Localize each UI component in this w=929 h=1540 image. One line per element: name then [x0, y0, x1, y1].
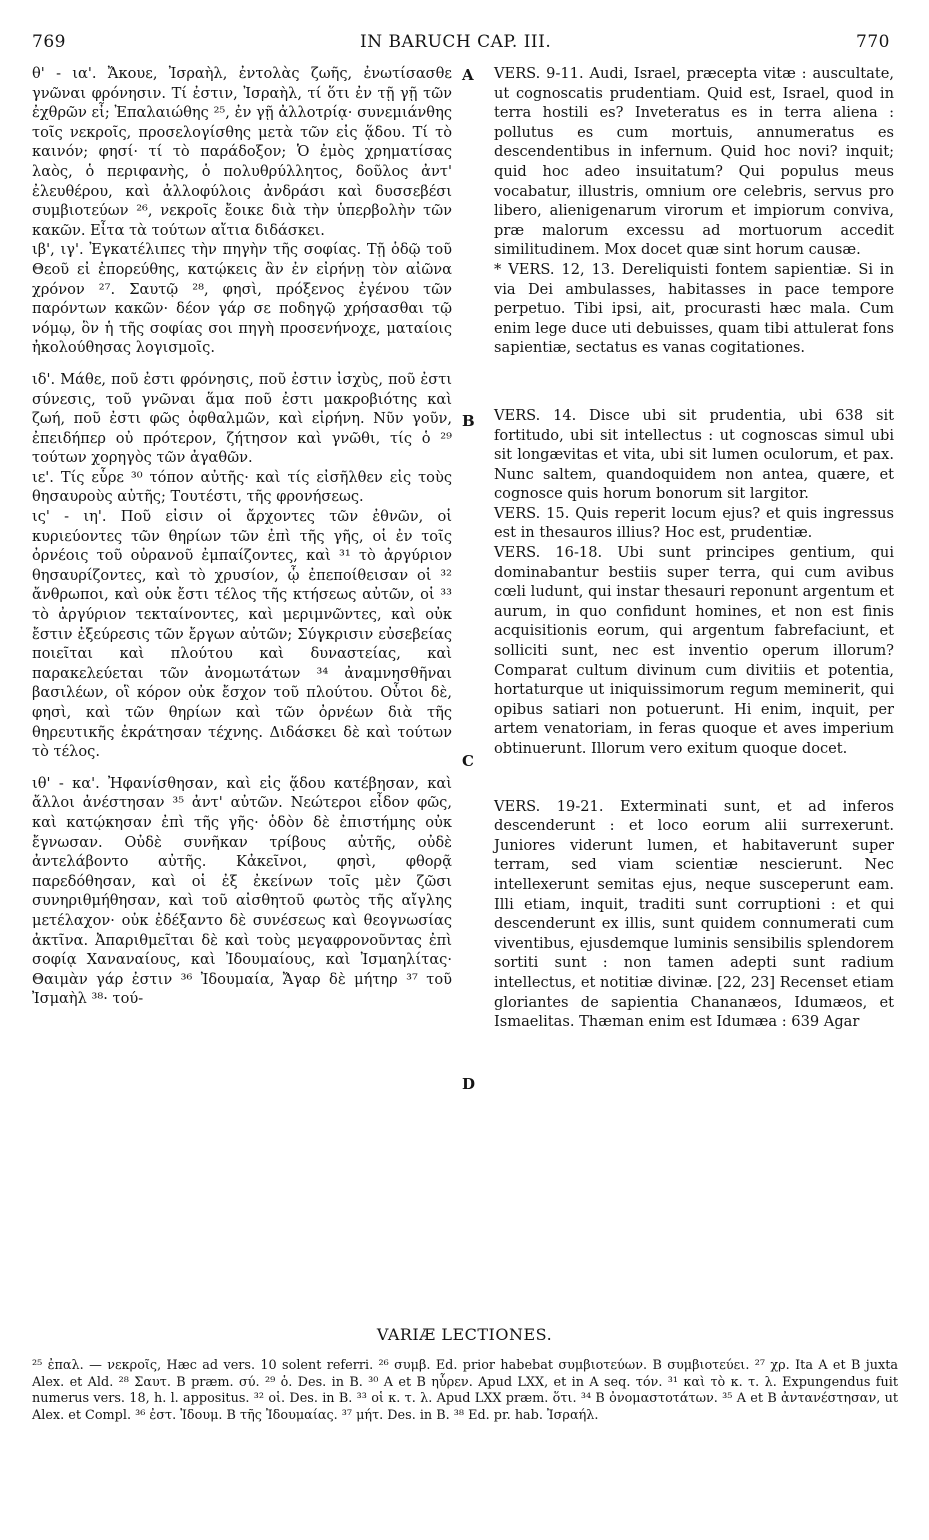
greek-paragraph-9-11: θ' - ια'. Ἄκουε, Ἰσραὴλ, ἐντολὰς ζωῆς, ἐνωτίσασθε γνῶναι φρόνησιν. Τί ἐστιν, Ἰσραὴλ, τί ὅτι ἐν τῇ γῇ τῶν ἐχθρῶν εἶ; Ἐπαλαιώθης ²⁵, ἐν γῇ ἀλλοτρίᾳ· συνεμιάνθης τοῖς νεκροῖς, προσελογίσθης μετὰ τῶν εἰς ᾅδου. Τί τὸ καινόν; φησί· τί τὸ παράδοξον; Ὁ ἐμὸς χρηματίσας λαὸς, ὁ περιφανὴς, ὁ πολυθρύλλητος, δοῦλος ἀντ' ἐλευθέρου, καὶ ἀλλοφύλοις ἀνδράσι καὶ δυσσεβέσι συμβιοτεύων ²⁶, νεκροῖς ἔοικε διὰ τὴν ὑπερβολὴν τῶν κακῶν. Εἶτα τὰ τούτων αἴτια διδάσκει. — [32, 65, 452, 239]
latin-column — [494, 64, 894, 1032]
latin-paragraph-15: VERS. 15. Quis reperit locum ejus? et quis ingressus est in thesauros illius? Hoc est, prudentiæ. — [494, 504, 894, 542]
greek-paragraph-19-21: ιθ' - κα'. Ἠφανίσθησαν, καὶ εἰς ᾅδου κατέβησαν, καὶ ἄλλοι ἀνέστησαν ³⁵ ἀντ' αὐτῶν. Νεώτεροι εἶδον φῶς, καὶ κατῴκησαν ἐπὶ τῆς γῆς· ὁδὸν δὲ ἐπιστήμης οὐκ ἔγνωσαν. Οὐδὲ συνῆκαν τρίβους αὐτῆς, οὐδὲ ἀντελάβοντο αὐτῆς. Κἀκεῖνοι, φησὶ, φθορᾷ παρεδόθησαν, καὶ οἱ ἐξ ἐκείνων τοῖς μὲν ζῶσι συνηριθμήθησαν, καὶ τοῦ αἰσθητοῦ φωτὸς τῆς αἴγλης μετέλαχον· οὐκ ἐδέξαντο δὲ συνέσεως καὶ θεογνωσίας ἀκτῖνα. Ἀπαριθμεῖται δὲ καὶ τοὺς μεγαφρονοῦντας ἐπὶ σοφίᾳ Χαναναίους, καὶ Ἰδουμαίους, καὶ Ἰσμαηλίτας· Θαιμὰν γάρ ἐστιν ³⁶ Ἰδουμαία, Ἄγαρ δὲ μήτηρ ³⁷ τοῦ Ἰσμαὴλ ³⁸· τού- — [32, 774, 452, 1008]
latin-paragraph-9-11: VERS. 9-11. Audi, Israel, præcepta vitæ : auscultate, ut cognoscatis prudentiam. Quid est, Israel, quod in terra hostili es? Inveteratus es in terra aliena : pollutus es cum mortuis, annumeratus es descendentibus in infernum. Quid hoc novi? inquit; quid hoc adeo insuitatum? Qui populus meus vocabatur, illustris, omnium ore celebris, servus pro libero, alienigenarum virorum et impiorum conviva, præ malorum excessu ad mortuorum accedit similitudinem. Mox docet quæ sint horum causæ. — [494, 65, 894, 259]
margin-marker-c: C — [462, 752, 474, 770]
margin-marker-b: B — [462, 412, 475, 430]
margin-marker-d: D — [462, 1075, 476, 1093]
latin-paragraph-16-18: VERS. 16-18. Ubi sunt principes gentium, qui dominabantur bestiis super terra, qui cum avibus cœli ludunt, qui instar thesauri reponunt argentum et aurum, in quo confidunt homines, et non est finis acquisitionis eorum, qui argentum fabrefaciunt, et solliciti sunt, nec est inventio operum illorum? Comparat cultum divinum cum divitiis et potentia, hortaturque ut iniquissimorum regum meminerit, qui opibus satiari non potuerunt. Hi enim, inquit, per artem venatoriam, in feras quoque et aves imperium obtinuerunt. Illorum vero exitum quoque docet. — [494, 544, 894, 757]
latin-paragraph-14: VERS. 14. Disce ubi sit prudentia, ubi 638 sit fortitudo, ubi sit intellectus : ut cognoscas simul ubi sit longævitas et vita, ubi sit lumen oculorum, et pax. Nunc saltem, quandoquidem non antea, quære, et cognosce quis horum bonorum sit largitor. — [494, 406, 894, 503]
greek-paragraph-14: ιδ'. Μάθε, ποῦ ἐστι φρόνησις, ποῦ ἐστιν ἰσχὺς, ποῦ ἐστι σύνεσις, τοῦ γνῶναι ἅμα ποῦ ἐστι μακροβιότης καὶ ζωή, ποῦ ἐστι φῶς ὀφθαλμῶν, καὶ εἰρήνη. Νῦν γοῦν, ἐπειδήπερ οὐ πρότερον, ζήτησον καὶ γνῶθι, τίς ὁ ²⁹ τούτων χορηγὸς τῶν ἀγαθῶν. — [32, 370, 452, 467]
page-number-left: 769 — [32, 32, 66, 52]
variae-lectiones-heading: VARIÆ LECTIONES. — [376, 1325, 553, 1344]
page-title: IN BARUCH CAP. III. — [360, 32, 552, 52]
greek-paragraph-16-18: ις' - ιη'. Ποῦ εἰσιν οἱ ἄρχοντες τῶν ἐθνῶν, οἱ κυριεύοντες τῶν θηρίων τῶν ἐπὶ τῆς γῆς, οἱ ἐν τοῖς ὀρνέοις τοῦ οὐρανοῦ ἐμπαίζοντες, καὶ ³¹ τὸ ἀργύριον θησαυρίζοντες, καὶ τὸ χρυσίον, ᾧ ἐπεποίθεισαν οἱ ³² ἄνθρωποι, καὶ οὐκ ἔστι τέλος τῆς κτήσεως αὐτῶν, οἱ ³³ τὸ ἀργύριον τεκταίνοντες, καὶ μεριμνῶντες, καὶ οὐκ ἔστιν ἐξεύρεσις τῶν ἔργων αὐτῶν; Σύγκρισιν εὐσεβείας ποιεῖται καὶ πλούτου καὶ δυναστείας, καὶ παρακελεύεται τῶν ἀνομωτάτων ³⁴ ἀναμνησθῆναι βασιλέων, οἳ κόρον οὐκ ἔσχον τοῦ πλούτου. Οὗτοι δὲ, φησὶ, καὶ τῶν θηρίων καὶ τῶν ὀρνέων διὰ τῆς θηρευτικῆς ἐκράτησαν τέχνης. Διδάσκει δὲ καὶ τούτων τὸ τέλος. — [32, 508, 452, 761]
greek-paragraph-12-13: ιβ', ιγ'. Ἐγκατέλιπες τὴν πηγὴν τῆς σοφίας. Τῇ ὁδῷ τοῦ Θεοῦ εἰ ἐπορεύθης, κατῴκεις ἂν ἐν εἰρήνῃ τὸν αἰῶνα χρόνον ²⁷. Σαυτῷ ²⁸, φησὶ, πρόξενος ἐγένου τῶν παρόντων κακῶν· δέον γάρ σε ποδηγῷ χρήσασθαι τῷ νόμῳ, ὃν ἡ τῆς σοφίας σοι πηγὴ προσενήνοχε, ματαίοις ἠκολούθησας λογισμοῖς. — [32, 241, 452, 357]
margin-marker-a: A — [462, 66, 474, 84]
greek-paragraph-15: ιε'. Τίς εὗρε ³⁰ τόπον αὐτῆς· καὶ τίς εἰσῆλθεν εἰς τοὺς θησαυροὺς αὐτῆς; Τουτέστι, τῆς φρονήσεως. — [32, 468, 452, 506]
greek-column — [32, 64, 452, 1009]
latin-paragraph-12-13: * VERS. 12, 13. Dereliquisti fontem sapientiæ. Si in via Dei ambulasses, habitasses in pace tempore perpetuo. Tibi ipsi, ait, procurasti hæc mala. Cum enim lege duce uti debuisses, quam tibi attulerat fons sapientiæ, sectatus es vanas cogitationes. — [494, 260, 894, 357]
page-number-right: 770 — [856, 32, 890, 52]
latin-paragraph-19-21: VERS. 19-21. Exterminati sunt, et ad inferos descenderunt : et loco eorum alii surrexerunt. Juniores viderunt lumen, et habitaverunt super terram, sed viam scientiæ nescierunt. Nec intellexerunt semitas ejus, neque susceperunt eam. Illi etiam, inquit, traditi sunt corruptioni : et qui descenderunt ex illis, sunt quidem connumerati cum viventibus, ejusdemque luminis sensibilis splendorem sortiti sunt : non tamen adepti sunt radium intellectus, et notitiæ divinæ. [22, 23] Recenset etiam gloriantes de sapientia Chananæos, Idumæos, et Ismaelitas. Thæman enim est Idumæa : 639 Agar — [494, 797, 894, 1031]
variant-readings-notes: ²⁵ ἐπαλ. — νεκροῖς, Hæc ad vers. 10 solent referri. ²⁶ συμβ. Ed. prior habebat συμβιοτεύων. B συμβιοτεύει. ²⁷ χρ. Ita A et B juxta Alex. et Ald. ²⁸ Σαυτ. B præm. σύ. ²⁹ ὁ. Des. in B. ³⁰ A et B ηὗρεν. Apud LXX, et in A seq. τόν. ³¹ καὶ τὸ κ. τ. λ. Expungendus fuit numerus vers. 18, h. l. appositus. ³² οἱ. Des. in B. ³³ οἱ κ. τ. λ. Apud LXX præm. ὅτι. ³⁴ B ὀνομαστοτάτων. ³⁵ A et B ἀντανέστησαν, ut Alex. et Compl. ³⁶ ἐστ. Ἰδουμ. B τῆς Ἰδουμαίας. ³⁷ μήτ. Des. in B. ³⁸ Ed. pr. hab. Ἰσραήλ. — [32, 1358, 898, 1423]
